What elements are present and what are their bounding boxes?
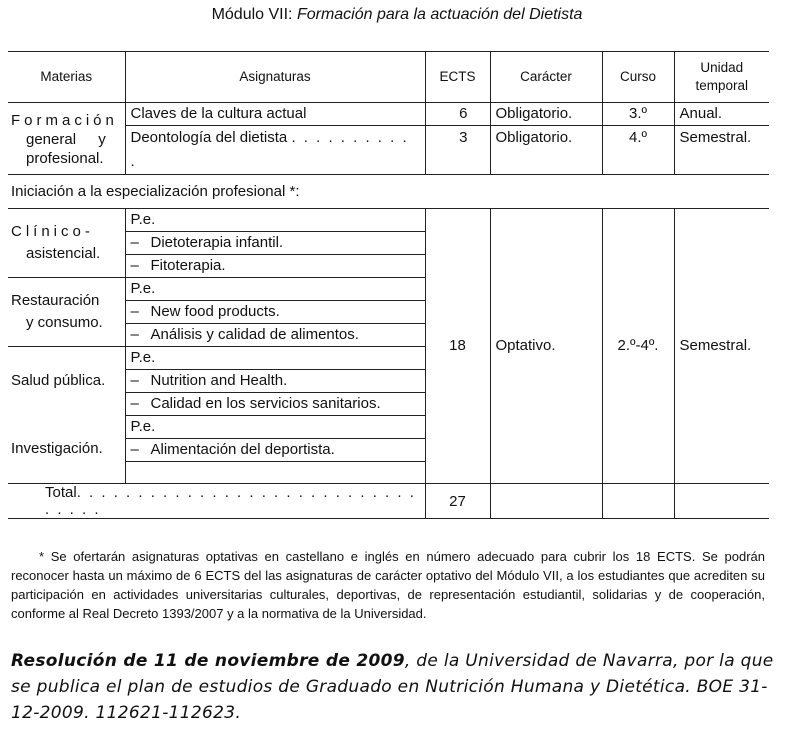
asignatura-item: – Fitoterapia. — [125, 255, 425, 278]
header-caracter: Carácter — [490, 52, 602, 103]
empty-cell — [125, 462, 425, 484]
total-empty — [490, 484, 602, 519]
materia-salud-publica: Salud pública. — [11, 372, 106, 390]
header-asignaturas: Asignaturas — [125, 52, 425, 103]
asignatura-cell: Claves de la cultura actual — [125, 103, 425, 126]
resolution-bold: Resolución de 11 de noviembre de 2009 — [11, 651, 405, 671]
header-unidad-temporal — [674, 52, 769, 103]
title-italic: Formación para la actuación del Dietista — [296, 6, 583, 23]
caracter-cell: Obligatorio. — [490, 126, 602, 175]
materia-restauracion: Restauración y consumo. — [8, 278, 125, 347]
total-label: Total. . . . . . . . . . . . . . . . . . . . . . . . . . . . . . . . . — [8, 484, 425, 519]
resolution-rest: , de la Universidad de Navarra, por la que se publica el plan de estudios de Graduado en Nutrición Humana y Dietética. BOE 31-12-2009. 112621-112623. — [11, 651, 774, 723]
total-row — [8, 484, 769, 519]
ects-especializacion: 18 — [425, 209, 490, 484]
ects-cell: 6 — [425, 103, 490, 126]
curso-cell: 4.º — [602, 126, 674, 175]
pe-label: P.e. — [125, 416, 425, 439]
caracter-especializacion: Optativo. — [490, 209, 602, 484]
unidad-cell: Semestral. — [674, 126, 769, 175]
resolution-citation — [11, 648, 791, 726]
caracter-cell: Obligatorio. — [490, 103, 602, 126]
header-row — [8, 52, 769, 103]
iniciacion-label: Iniciación a la especialización profesional *: — [8, 175, 769, 209]
table-row — [8, 209, 769, 232]
unidad-cell: Anual. — [674, 103, 769, 126]
header-unidad-line2: temporal — [695, 78, 749, 93]
pe-label: P.e. — [125, 347, 425, 370]
total-empty — [674, 484, 769, 519]
pe-label: P.e. — [125, 278, 425, 301]
table-row — [8, 103, 769, 126]
curso-especializacion: 2.º-4º. — [602, 209, 674, 484]
page-title — [0, 6, 794, 24]
curso-cell: 3.º — [602, 103, 674, 126]
ects-cell: 3 — [425, 126, 490, 175]
title-prefix: Módulo VII: — [211, 6, 293, 23]
iniciacion-row — [8, 175, 769, 209]
pe-label: P.e. — [125, 209, 425, 232]
footnote: * Se ofertarán asignaturas optativas en castellano e inglés en número adecuado para cubrir los 18 ECTS. Se podrán reconocer hasta un máximo de 6 ECTS del las asignaturas de carácter optativo del Módulo VII, a los estudiantes que acrediten su participación en actividades universitarias culturales, deportivas, de representación estudiantil, solidarias y de cooperación, conforme al Real Decreto 1393/2007 y a la normativa de la Universidad. — [11, 549, 765, 621]
asignatura-item: – Dietoterapia infantil. — [125, 232, 425, 255]
asignatura-item: – New food products. — [125, 301, 425, 324]
unidad-especializacion: Semestral. — [674, 209, 769, 484]
header-unidad-line1: Unidad — [700, 60, 744, 75]
header-materias: Materias — [8, 52, 125, 103]
asignatura-item: – Nutrition and Health. — [125, 370, 425, 393]
materia-formacion: Formación general y profesional. — [8, 103, 125, 175]
header-ects: ECTS — [425, 52, 490, 103]
asignatura-item: – Análisis y calidad de alimentos. — [125, 324, 425, 347]
asignatura-item: – Calidad en los servicios sanitarios. — [125, 393, 425, 416]
module-table — [8, 51, 769, 519]
total-ects: 27 — [425, 484, 490, 519]
header-curso: Curso — [602, 52, 674, 103]
total-empty — [602, 484, 674, 519]
materia-clinico: Clínico- asistencial. — [8, 209, 125, 278]
materia-investigacion: Investigación. — [11, 440, 103, 458]
asignatura-item: – Alimentación del deportista. — [125, 439, 425, 462]
asignatura-cell: Deontología del dietista . . . . . . . . . . . — [125, 126, 425, 175]
